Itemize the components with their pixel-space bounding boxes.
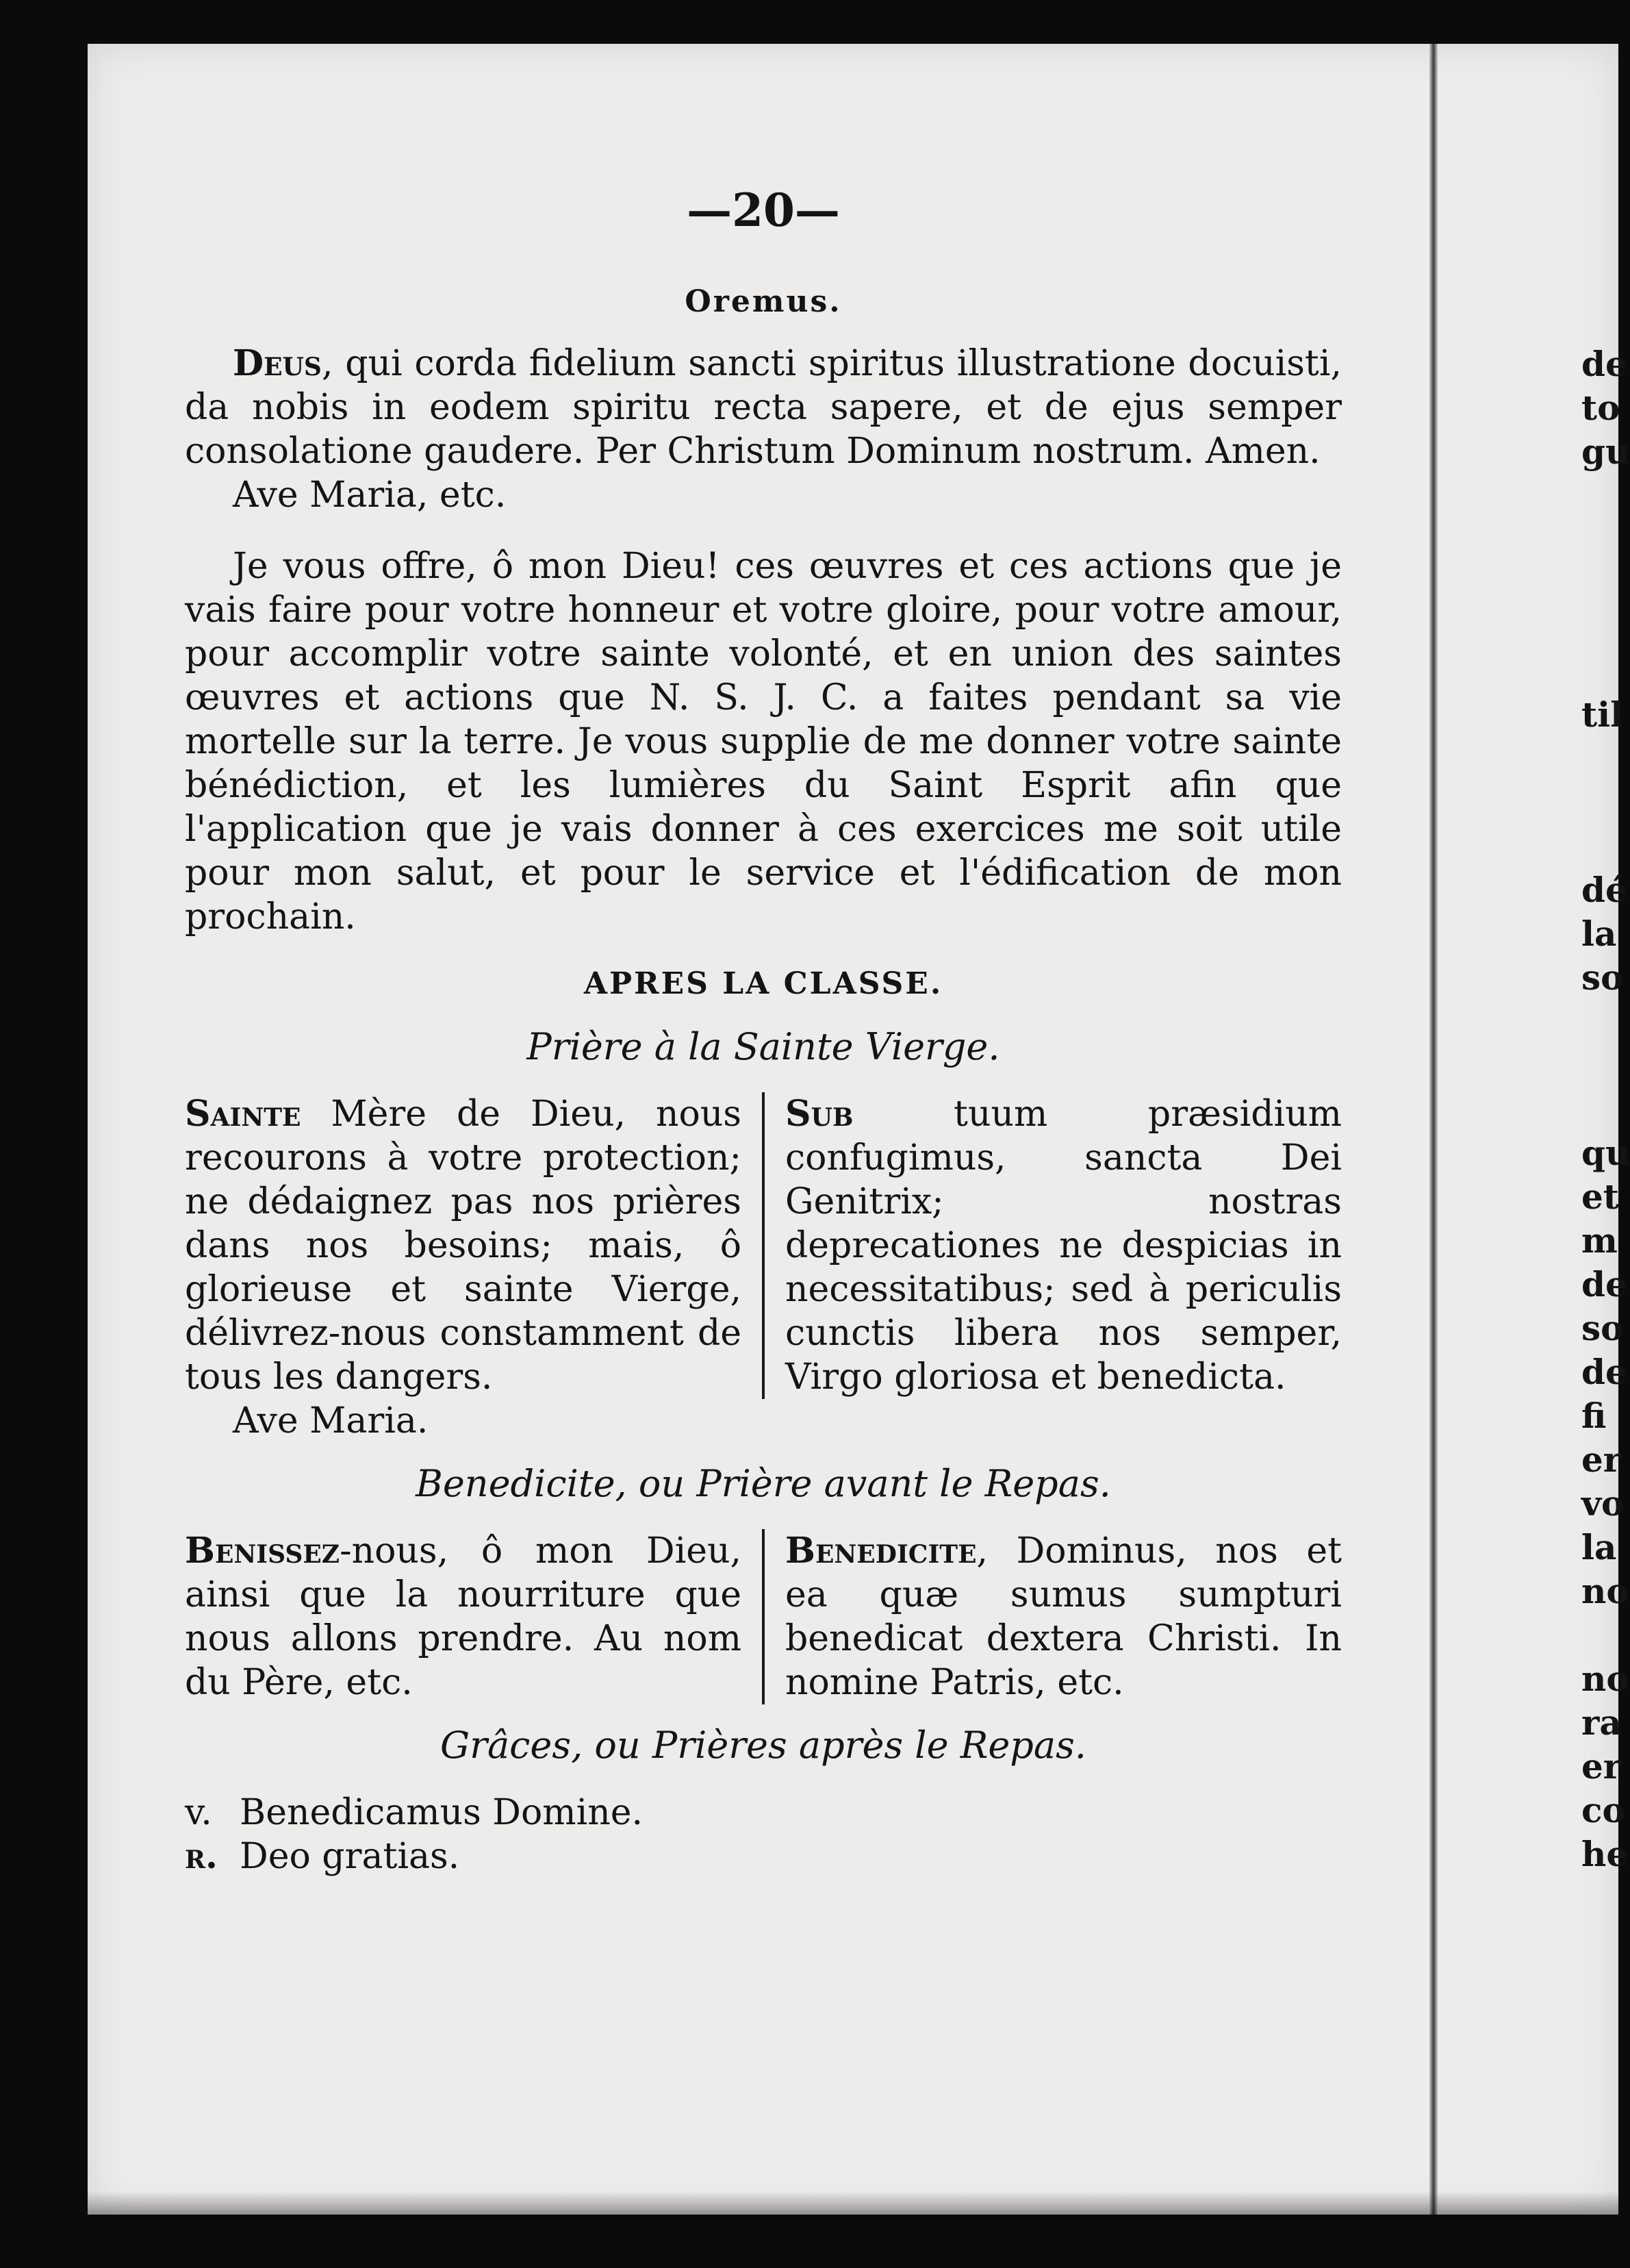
graces-versicle xyxy=(185,1791,1342,1835)
next-page-line xyxy=(1581,781,1618,824)
apres-columns xyxy=(185,1092,1342,1399)
next-page-line: so xyxy=(1581,957,1624,998)
versicle-text: Benedicamus Domine. xyxy=(240,1792,644,1833)
next-page-line xyxy=(1581,737,1618,781)
next-page-line xyxy=(1581,649,1618,693)
response-mark: r. xyxy=(185,1835,218,1877)
apres-latin-text: tuum præsidium confugimus, sancta Dei Genitrix; nostras deprecationes ne despicias in necessitatibus; sed à periculis cunctis libera nos semper, Virgo gloriosa et benedicta. xyxy=(785,1094,1342,1398)
next-page-line: la xyxy=(1581,1527,1617,1567)
next-page-line xyxy=(1581,518,1618,562)
next-page-line: la xyxy=(1581,914,1617,954)
benedicite-french-lead: Benissez xyxy=(185,1530,340,1572)
apres-french-lead: Sainte xyxy=(185,1093,301,1135)
graces-title: Grâces, ou Prières après le Repas. xyxy=(440,1724,1086,1767)
next-page-line xyxy=(1581,1087,1618,1131)
apres-french xyxy=(185,1092,765,1399)
response-text: Deo gratias. xyxy=(240,1836,460,1877)
next-page-line xyxy=(1581,562,1618,605)
benedicite-title: Benedicite, ou Prière avant le Repas. xyxy=(416,1462,1111,1505)
benedicite-latin-text: , Dominus, nos et ea quæ sumus sumpturi benedicat dextera Christi. In nomine Patris, etc. xyxy=(785,1530,1342,1703)
next-page-line: no xyxy=(1581,1571,1629,1611)
next-page-line: gu xyxy=(1581,431,1630,472)
apres-heading: APRES LA CLASSE. xyxy=(583,966,943,1001)
next-page-line: dé xyxy=(1581,870,1627,910)
next-page-edge xyxy=(1581,342,1630,1876)
oremus-lead: Deus xyxy=(233,342,322,384)
next-page-line xyxy=(1581,824,1618,868)
page-number: —20— xyxy=(687,184,840,237)
apres-title: Prière à la Sainte Vierge. xyxy=(526,1025,1000,1068)
next-page-line xyxy=(1581,1613,1618,1657)
benedicite-french-text: -nous, ô mon Dieu, ainsi que la nourriture que nous allons prendre. Au nom du Père, etc. xyxy=(185,1530,741,1703)
versicle-mark: v. xyxy=(185,1792,212,1833)
offering-paragraph: Je vous offre, ô mon Dieu! ces œuvres et ces actions que je vais faire pour votre honneur et votre gloire, pour votre amour, pour accomplir votre sainte volonté, et en union des saintes œuvres et actions que N. S. J. C. a faites pendant sa vie mortelle sur la terre. Je vous supplie de me donner votre sainte bénédiction, et les lumières du Saint Esprit afin que l'application que je vais donner à ces exercices me soit utile pour mon salut, et pour le service et l'édification de mon prochain. xyxy=(185,546,1342,937)
page-content xyxy=(185,171,1342,1878)
benedicite-columns xyxy=(185,1529,1342,1704)
next-page-line: et xyxy=(1581,1176,1619,1217)
oremus-prayer xyxy=(185,342,1342,473)
benedicite-latin-lead: Benedicite xyxy=(785,1530,977,1572)
next-page-line: he xyxy=(1581,1834,1629,1874)
next-page-line xyxy=(1581,1044,1618,1087)
next-page-line: so xyxy=(1581,1308,1624,1348)
next-page-line: co xyxy=(1581,1790,1625,1830)
apres-latin-lead: Sub xyxy=(785,1093,854,1135)
next-page-line: de xyxy=(1581,1352,1627,1392)
next-page-line: de xyxy=(1581,344,1627,384)
oremus-ave: Ave Maria, etc. xyxy=(233,475,507,516)
next-page-line: m xyxy=(1581,1220,1618,1261)
next-page-line: qu xyxy=(1581,1133,1630,1173)
next-page-line: er xyxy=(1581,1439,1622,1480)
next-page-line xyxy=(1581,1000,1618,1044)
next-page-line: fi xyxy=(1581,1396,1607,1436)
graces-response xyxy=(185,1835,1342,1878)
next-page-line xyxy=(1581,605,1618,649)
page-shadow xyxy=(88,2191,1618,2215)
benedicite-latin xyxy=(765,1529,1342,1704)
next-page-line: no xyxy=(1581,1659,1629,1699)
next-page-line: de xyxy=(1581,1264,1627,1305)
next-page-line: ra xyxy=(1581,1702,1622,1743)
oremus-text: , qui corda fidelium sancti spiritus illustratione docuisti, da nobis in eodem spiritu recta sapere, et de ejus semper consolatione gaudere. Per Christum Dominum nostrum. Amen. xyxy=(185,343,1342,472)
apres-latin xyxy=(765,1092,1342,1399)
oremus-heading: Oremus. xyxy=(685,284,842,319)
next-page-line xyxy=(1581,474,1618,518)
apres-french-text: Mère de Dieu, nous recourons à votre protection; ne dédaignez pas nos prières dans nos besoins; mais, ô glorieuse et sainte Vierge, délivrez-nous constamment de tous les dangers. xyxy=(185,1094,741,1398)
next-page-line: vo xyxy=(1581,1483,1625,1524)
next-page-line: til xyxy=(1581,694,1624,735)
apres-ave: Ave Maria. xyxy=(233,1400,429,1441)
next-page-line: er xyxy=(1581,1746,1622,1787)
page-gutter xyxy=(1429,44,1438,2215)
next-page-line: to xyxy=(1581,388,1620,428)
benedicite-french xyxy=(185,1529,765,1704)
